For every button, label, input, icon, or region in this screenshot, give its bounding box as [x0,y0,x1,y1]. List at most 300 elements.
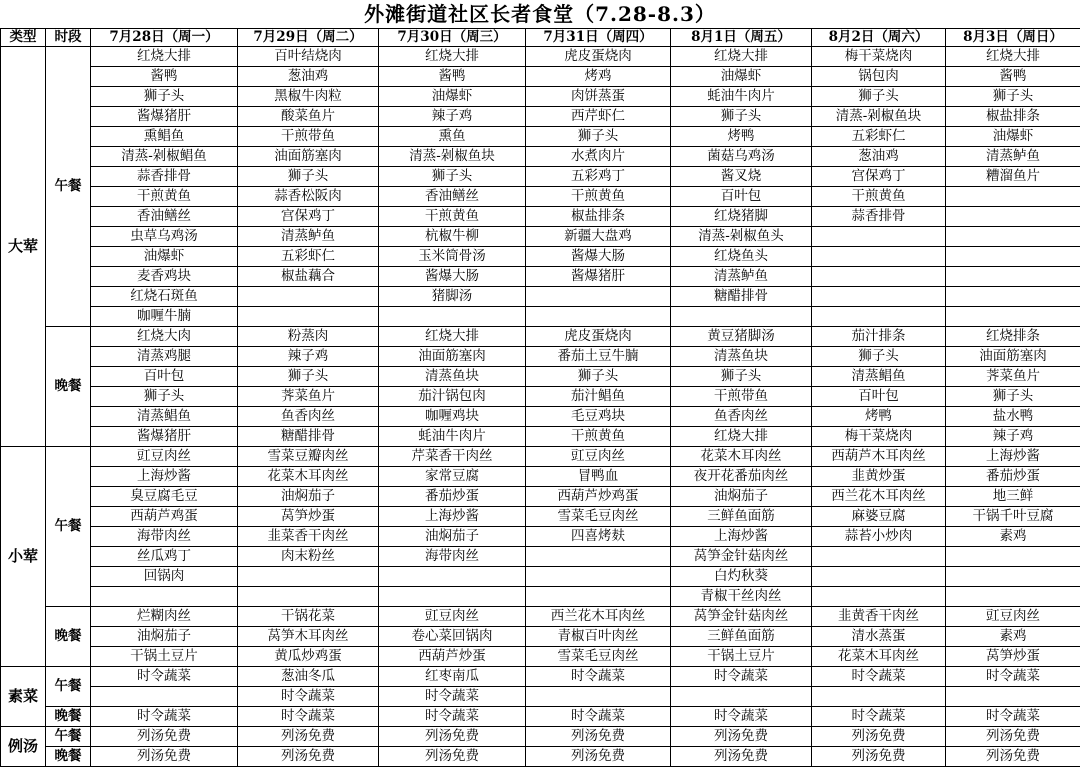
menu-body [1,47,1080,767]
dish-cell: 椒盐排条 [526,207,671,227]
dish-cell: 干煎黄鱼 [526,427,671,447]
dish-cell: 莴笋金针菇肉丝 [671,547,812,567]
dish-cell: 香油鳝丝 [91,207,238,227]
dish-cell: 辣子鸡 [946,427,1080,447]
dish-cell: 红烧大排 [379,327,526,347]
column-header-day-3: 7月30日（周三） [379,29,526,47]
dish-cell: 蚝油牛肉片 [379,427,526,447]
dish-cell: 狮子头 [238,167,379,187]
table-row [1,567,1080,587]
dish-cell: 水煮肉片 [526,147,671,167]
dish-cell: 列汤免费 [526,747,671,767]
dish-cell: 狮子头 [238,367,379,387]
dish-cell: 三鲜鱼面筋 [671,507,812,527]
dish-cell: 干锅土豆片 [671,647,812,667]
dish-cell: 糟溜鱼片 [946,167,1080,187]
dish-cell: 上海炒酱 [946,447,1080,467]
dish-cell: 茄汁锅包肉 [379,387,526,407]
dish-cell: 西兰花木耳肉丝 [526,607,671,627]
column-header-day-7: 8月3日（周日） [946,29,1080,47]
dish-cell: 西葫芦木耳肉丝 [812,447,946,467]
dish-cell: 黄瓜炒鸡蛋 [238,647,379,667]
dish-cell: 酱爆大肠 [379,267,526,287]
dish-cell: 时令蔬菜 [526,667,671,687]
dish-cell [812,247,946,267]
dish-cell: 清蒸鲳鱼 [812,367,946,387]
meal-period-cell: 午餐 [46,47,91,327]
dish-cell: 烤鸭 [812,407,946,427]
dish-cell [526,547,671,567]
dish-cell: 上海炒酱 [91,467,238,487]
table-row [1,327,1080,347]
dish-cell: 干煎带鱼 [671,387,812,407]
dish-cell: 虫草乌鸡汤 [91,227,238,247]
dish-cell: 海带肉丝 [379,547,526,567]
dish-cell: 时令蔬菜 [671,667,812,687]
dish-cell: 葱油鸡 [238,67,379,87]
dish-cell: 芹菜香干肉丝 [379,447,526,467]
table-row [1,747,1080,767]
dish-cell: 清水蒸蛋 [812,627,946,647]
meal-period-cell: 晚餐 [46,747,91,767]
table-row [1,227,1080,247]
dish-cell: 虎皮蛋烧肉 [526,47,671,67]
dish-cell [946,207,1080,227]
meal-period-cell: 晚餐 [46,327,91,447]
table-row [1,487,1080,507]
dish-cell: 狮子头 [812,347,946,367]
dish-cell: 清蒸-剁椒鲳鱼 [91,147,238,167]
dish-cell: 清蒸鱼块 [379,367,526,387]
dish-cell: 糖醋排骨 [238,427,379,447]
dish-cell: 花菜木耳肉丝 [812,647,946,667]
dish-cell: 清蒸鲳鱼 [91,407,238,427]
dish-cell [671,687,812,707]
dish-cell: 酱爆猪肝 [91,427,238,447]
dish-cell: 列汤免费 [812,727,946,747]
dish-cell: 香油鳝丝 [379,187,526,207]
table-row [1,467,1080,487]
dish-cell: 红烧石斑鱼 [91,287,238,307]
dish-cell: 油焖茄子 [379,527,526,547]
dish-cell: 干煎黄鱼 [812,187,946,207]
table-row [1,587,1080,607]
dish-cell [946,267,1080,287]
dish-cell [379,567,526,587]
table-row [1,407,1080,427]
dish-cell: 糖醋排骨 [671,287,812,307]
dish-cell: 回锅肉 [91,567,238,587]
dish-cell: 列汤免费 [238,747,379,767]
dish-cell: 花菜木耳肉丝 [238,467,379,487]
meal-period-cell: 午餐 [46,667,91,707]
dish-cell: 百叶包 [671,187,812,207]
dish-cell [946,287,1080,307]
dish-cell: 烤鸭 [671,127,812,147]
dish-cell: 干锅花菜 [238,607,379,627]
category-cell: 素菜 [1,667,46,727]
dish-cell: 列汤免费 [946,727,1080,747]
dish-cell: 干煎带鱼 [238,127,379,147]
dish-cell: 锅包肉 [812,67,946,87]
dish-cell: 西葫芦鸡蛋 [91,507,238,527]
dish-cell: 红枣南瓜 [379,667,526,687]
dish-cell: 鱼香肉丝 [671,407,812,427]
dish-cell: 葱油鸡 [812,147,946,167]
dish-cell: 麦香鸡块 [91,267,238,287]
dish-cell: 卷心菜回锅肉 [379,627,526,647]
dish-cell: 冒鸭血 [526,467,671,487]
dish-cell [946,227,1080,247]
dish-cell: 荠菜鱼片 [238,387,379,407]
dish-cell: 时令蔬菜 [379,707,526,727]
dish-cell: 夜开花番茄肉丝 [671,467,812,487]
dish-cell: 蒜香排骨 [91,167,238,187]
dish-cell: 上海炒酱 [379,507,526,527]
meal-period-cell: 晚餐 [46,707,91,727]
table-row [1,127,1080,147]
dish-cell: 雪菜毛豆肉丝 [526,647,671,667]
dish-cell: 莴笋木耳肉丝 [238,627,379,647]
dish-cell: 红烧大排 [91,47,238,67]
dish-cell: 油面筋塞肉 [238,147,379,167]
dish-cell: 番茄炒蛋 [379,487,526,507]
dish-cell: 清蒸-剁椒鱼块 [379,147,526,167]
dish-cell: 麻婆豆腐 [812,507,946,527]
dish-cell: 红烧大排 [379,47,526,67]
category-cell: 大荤 [1,47,46,447]
dish-cell: 莴笋金针菇肉丝 [671,607,812,627]
dish-cell: 酱爆猪肝 [526,267,671,287]
dish-cell: 盐水鸭 [946,407,1080,427]
menu-table [0,28,1080,767]
dish-cell: 狮子头 [526,127,671,147]
dish-cell: 蒜香排骨 [812,207,946,227]
dish-cell [812,287,946,307]
table-row [1,607,1080,627]
dish-cell: 酱叉烧 [671,167,812,187]
dish-cell [946,307,1080,327]
dish-cell: 番茄土豆牛腩 [526,347,671,367]
category-cell: 小荤 [1,447,46,667]
dish-cell: 四喜烤麸 [526,527,671,547]
dish-cell [238,567,379,587]
dish-cell [812,587,946,607]
dish-cell: 时令蔬菜 [946,707,1080,727]
dish-cell: 青椒干丝肉丝 [671,587,812,607]
dish-cell [526,307,671,327]
table-row [1,527,1080,547]
dish-cell: 油焖茄子 [238,487,379,507]
dish-cell: 茄汁鲳鱼 [526,387,671,407]
dish-cell: 青椒百叶肉丝 [526,627,671,647]
dish-cell [91,587,238,607]
dish-cell: 黑椒牛肉粒 [238,87,379,107]
dish-cell: 红烧鱼头 [671,247,812,267]
dish-cell: 干锅土豆片 [91,647,238,667]
dish-cell [946,687,1080,707]
dish-cell [526,567,671,587]
dish-cell: 清蒸-剁椒鱼块 [812,107,946,127]
dish-cell: 梅干菜烧肉 [812,47,946,67]
dish-cell: 时令蔬菜 [91,667,238,687]
dish-cell: 干煎黄鱼 [526,187,671,207]
table-row [1,367,1080,387]
dish-cell: 清蒸鲈鱼 [238,227,379,247]
dish-cell: 红烧大排 [671,427,812,447]
column-header-period: 时段 [46,29,91,47]
dish-cell: 列汤免费 [91,727,238,747]
dish-cell: 臭豆腐毛豆 [91,487,238,507]
dish-cell [526,287,671,307]
dish-cell [946,187,1080,207]
table-row [1,207,1080,227]
dish-cell: 狮子头 [91,87,238,107]
dish-cell: 雪菜毛豆肉丝 [526,507,671,527]
dish-cell: 狮子头 [812,87,946,107]
dish-cell: 清蒸鲈鱼 [671,267,812,287]
header-row [1,29,1080,47]
table-row [1,87,1080,107]
dish-cell: 肉末粉丝 [238,547,379,567]
dish-cell: 列汤免费 [671,727,812,747]
dish-cell: 椒盐藕合 [238,267,379,287]
dish-cell: 狮子头 [671,107,812,127]
dish-cell: 莴笋炒蛋 [946,647,1080,667]
table-row [1,547,1080,567]
table-row [1,167,1080,187]
dish-cell: 西芹虾仁 [526,107,671,127]
column-header-day-5: 8月1日（周五） [671,29,812,47]
dish-cell: 时令蔬菜 [812,667,946,687]
dish-cell: 狮子头 [946,387,1080,407]
dish-cell [946,247,1080,267]
dish-cell: 酱鸭 [379,67,526,87]
dish-cell: 豇豆肉丝 [526,447,671,467]
dish-cell: 时令蔬菜 [671,707,812,727]
dish-cell: 百叶包 [812,387,946,407]
dish-cell: 上海炒酱 [671,527,812,547]
column-header-day-2: 7月29日（周二） [238,29,379,47]
dish-cell: 梅干菜烧肉 [812,427,946,447]
dish-cell: 荠菜鱼片 [946,367,1080,387]
dish-cell: 白灼秋葵 [671,567,812,587]
dish-cell: 熏鱼 [379,127,526,147]
table-row [1,647,1080,667]
dish-cell: 宫保鸡丁 [812,167,946,187]
dish-cell: 西兰花木耳肉丝 [812,487,946,507]
dish-cell: 清蒸鱼块 [671,347,812,367]
dish-cell: 素鸡 [946,527,1080,547]
dish-cell: 狮子头 [379,167,526,187]
dish-cell [526,587,671,607]
dish-cell: 红烧猪脚 [671,207,812,227]
page-title: 外滩街道社区长者食堂（7.28-8.3） [364,2,716,26]
dish-cell: 蒜香松阪肉 [238,187,379,207]
column-header-category: 类型 [1,29,46,47]
dish-cell: 黄豆猪脚汤 [671,327,812,347]
dish-cell [238,287,379,307]
dish-cell [238,307,379,327]
dish-cell: 辣子鸡 [379,107,526,127]
dish-cell: 酸菜鱼片 [238,107,379,127]
dish-cell [526,687,671,707]
column-header-day-6: 8月2日（周六） [812,29,946,47]
dish-cell: 油爆虾 [671,67,812,87]
dish-cell: 时令蔬菜 [812,707,946,727]
dish-cell: 新疆大盘鸡 [526,227,671,247]
dish-cell: 毛豆鸡块 [526,407,671,427]
dish-cell: 油爆虾 [91,247,238,267]
dish-cell: 时令蔬菜 [946,667,1080,687]
dish-cell: 杭椒牛柳 [379,227,526,247]
dish-cell [91,687,238,707]
dish-cell: 五彩鸡丁 [526,167,671,187]
dish-cell: 干煎黄鱼 [379,207,526,227]
dish-cell: 狮子头 [946,87,1080,107]
dish-cell [812,687,946,707]
table-row [1,507,1080,527]
dish-cell: 韭黄炒蛋 [812,467,946,487]
dish-cell [946,547,1080,567]
dish-cell: 韭黄香干肉丝 [812,607,946,627]
table-row [1,67,1080,87]
category-cell: 例汤 [1,727,46,767]
dish-cell: 百叶包 [91,367,238,387]
dish-cell: 花菜木耳肉丝 [671,447,812,467]
dish-cell: 油面筋塞肉 [379,347,526,367]
dish-cell: 清蒸鸡腿 [91,347,238,367]
dish-cell: 列汤免费 [526,727,671,747]
dish-cell: 列汤免费 [91,747,238,767]
dish-cell: 豇豆肉丝 [946,607,1080,627]
dish-cell: 椒盐排条 [946,107,1080,127]
dish-cell: 蒜苔小炒肉 [812,527,946,547]
dish-cell [379,587,526,607]
dish-cell: 油面筋塞肉 [946,347,1080,367]
dish-cell: 油焖茄子 [671,487,812,507]
dish-cell [812,547,946,567]
dish-cell: 辣子鸡 [238,347,379,367]
dish-cell: 西葫芦炒鸡蛋 [526,487,671,507]
dish-cell: 红烧大排 [946,47,1080,67]
dish-cell: 时令蔬菜 [379,687,526,707]
dish-cell: 列汤免费 [671,747,812,767]
meal-period-cell: 午餐 [46,447,91,607]
dish-cell: 时令蔬菜 [91,707,238,727]
table-row [1,727,1080,747]
dish-cell [379,307,526,327]
dish-cell: 豇豆肉丝 [91,447,238,467]
dish-cell: 家常豆腐 [379,467,526,487]
dish-cell: 素鸡 [946,627,1080,647]
dish-cell: 三鲜鱼面筋 [671,627,812,647]
dish-cell: 蚝油牛肉片 [671,87,812,107]
dish-cell [812,227,946,247]
dish-cell: 红烧大排 [671,47,812,67]
column-header-day-1: 7月28日（周一） [91,29,238,47]
dish-cell: 虎皮蛋烧肉 [526,327,671,347]
dish-cell: 雪菜豆瓣肉丝 [238,447,379,467]
dish-cell: 熏鲳鱼 [91,127,238,147]
table-row [1,267,1080,287]
dish-cell [812,567,946,587]
dish-cell: 五彩虾仁 [238,247,379,267]
dish-cell: 豇豆肉丝 [379,607,526,627]
dish-cell: 列汤免费 [379,747,526,767]
dish-cell: 咖喱鸡块 [379,407,526,427]
dish-cell [812,307,946,327]
dish-cell: 清蒸-剁椒鱼头 [671,227,812,247]
table-row [1,667,1080,687]
table-row [1,387,1080,407]
dish-cell: 番茄炒蛋 [946,467,1080,487]
dish-cell: 清蒸鲈鱼 [946,147,1080,167]
dish-cell: 百叶结烧肉 [238,47,379,67]
dish-cell: 列汤免费 [946,747,1080,767]
dish-cell: 烂糊肉丝 [91,607,238,627]
dish-cell [238,587,379,607]
dish-cell: 五彩虾仁 [812,127,946,147]
dish-cell: 烤鸡 [526,67,671,87]
meal-period-cell: 午餐 [46,727,91,747]
table-row [1,627,1080,647]
dish-cell: 干煎黄鱼 [91,187,238,207]
dish-cell: 玉米筒骨汤 [379,247,526,267]
dish-cell [946,587,1080,607]
dish-cell: 西葫芦炒蛋 [379,647,526,667]
dish-cell: 肉饼蒸蛋 [526,87,671,107]
dish-cell: 时令蔬菜 [526,707,671,727]
dish-cell: 列汤免费 [812,747,946,767]
table-row [1,687,1080,707]
dish-cell: 酱爆大肠 [526,247,671,267]
dish-cell [946,567,1080,587]
dish-cell: 狮子头 [91,387,238,407]
dish-cell [671,307,812,327]
dish-cell: 红烧大肉 [91,327,238,347]
dish-cell: 时令蔬菜 [238,687,379,707]
dish-cell: 海带肉丝 [91,527,238,547]
table-row [1,147,1080,167]
table-row [1,287,1080,307]
table-row [1,107,1080,127]
dish-cell: 列汤免费 [379,727,526,747]
dish-cell: 干锅千叶豆腐 [946,507,1080,527]
dish-cell: 地三鲜 [946,487,1080,507]
dish-cell: 酱鸭 [946,67,1080,87]
dish-cell: 酱爆猪肝 [91,107,238,127]
dish-cell: 葱油冬瓜 [238,667,379,687]
dish-cell: 莴笋炒蛋 [238,507,379,527]
dish-cell: 列汤免费 [238,727,379,747]
dish-cell: 猪脚汤 [379,287,526,307]
table-row [1,427,1080,447]
dish-cell: 油爆虾 [379,87,526,107]
dish-cell: 丝瓜鸡丁 [91,547,238,567]
table-row [1,187,1080,207]
dish-cell: 菌菇乌鸡汤 [671,147,812,167]
table-row [1,447,1080,467]
column-header-day-4: 7月31日（周四） [526,29,671,47]
dish-cell: 宫保鸡丁 [238,207,379,227]
dish-cell [812,267,946,287]
dish-cell: 油爆虾 [946,127,1080,147]
dish-cell: 咖喱牛腩 [91,307,238,327]
dish-cell: 时令蔬菜 [238,707,379,727]
dish-cell: 狮子头 [671,367,812,387]
meal-period-cell: 晚餐 [46,607,91,667]
